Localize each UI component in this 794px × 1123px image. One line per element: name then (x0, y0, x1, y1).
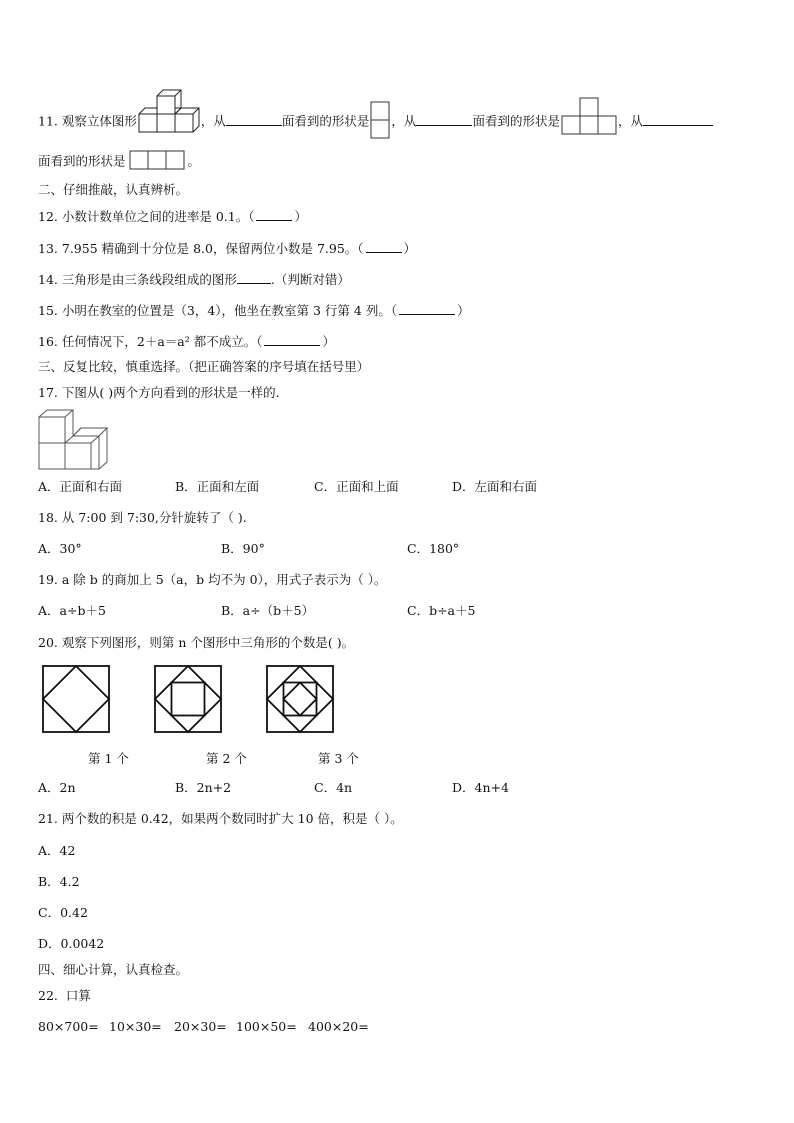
q22: 22. 口算 (38, 988, 91, 1003)
q17: 17. 下图从( )两个方向看到的形状是一样的. (38, 385, 280, 400)
q13: 13. 7.955 精确到十分位是 8.0，保留两位小数是 7.95。（ ） (38, 241, 417, 256)
q17-option-d[interactable]: D．左面和右面 (452, 479, 538, 494)
q11-view-1 (369, 101, 391, 139)
q15-answer-blank[interactable] (399, 302, 455, 315)
q21-option-d[interactable]: D．0.0042 (38, 936, 105, 951)
q17-option-b[interactable]: B．正面和左面 (175, 479, 260, 494)
q20-figure-1 (42, 665, 110, 733)
q22-item-5[interactable]: 400×20= (308, 1019, 369, 1034)
q12: 12. 小数计数单位之间的进率是 0.1。（ ） (38, 209, 307, 224)
q21-option-b[interactable]: B．4.2 (38, 874, 80, 889)
q21-option-a[interactable]: A．42 (38, 843, 76, 858)
q11-blank-3[interactable] (643, 113, 713, 126)
section-2-heading: 二、仔细推敲，认真辨析。 (38, 182, 189, 197)
q11-line1: 11. 观察立体图形 ，从 面看到的形状是 ，从 面看到的形状是 ，从 (38, 100, 713, 144)
q19: 19. a 除 b 的商加上 5（a，b 均不为 0），用式子表示为（ ）。 (38, 572, 387, 587)
q20-figure-2 (154, 665, 222, 733)
q20-option-b[interactable]: B．2n+2 (175, 780, 232, 795)
section-4-heading: 四、细心计算，认真检查。 (38, 962, 189, 977)
q17-option-c[interactable]: C．正面和上面 (314, 479, 399, 494)
q19-option-b[interactable]: B．a÷（b＋5） (221, 603, 315, 618)
q22-item-2[interactable]: 10×30= (109, 1019, 162, 1034)
q19-option-a[interactable]: A．a÷b＋5 (38, 603, 106, 618)
q18-option-a[interactable]: A．30° (38, 541, 82, 556)
q18-option-b[interactable]: B．90° (221, 541, 265, 556)
q19-option-c[interactable]: C．b÷a＋5 (407, 603, 476, 618)
q22-item-3[interactable]: 20×30= (174, 1019, 227, 1034)
q11-blank-1[interactable] (226, 113, 282, 126)
q20: 20. 观察下列图形，则第 n 个图形中三角形的个数是( )。 (38, 635, 355, 650)
q11-view-2 (560, 97, 618, 135)
q16-answer-blank[interactable] (264, 333, 320, 346)
q11-solid-figure (137, 90, 201, 134)
q22-item-1[interactable]: 80×700= (38, 1019, 99, 1034)
q22-item-4[interactable]: 100×50= (236, 1019, 297, 1034)
q20-caption-3: 第 3 个 (318, 751, 359, 766)
q11-blank-2[interactable] (416, 113, 472, 126)
q20-option-d[interactable]: D．4n+4 (452, 780, 509, 795)
q11-view-3 (126, 150, 188, 172)
q11-text: 观察立体图形 (61, 113, 137, 129)
q17-solid-figure (38, 409, 110, 471)
q20-option-c[interactable]: C．4n (314, 780, 353, 795)
q21: 21. 两个数的积是 0.42，如果两个数同时扩大 10 倍，积是（ ）。 (38, 811, 403, 826)
q11-line2: 面看到的形状是 。 (38, 151, 200, 173)
q21-option-c[interactable]: C．0.42 (38, 905, 88, 920)
q13-answer-blank[interactable] (366, 240, 402, 253)
q18: 18. 从 7:00 到 7:30,分针旋转了（ ). (38, 510, 247, 525)
q16: 16. 任何情况下，2＋a＝a² 都不成立。（ ） (38, 334, 335, 349)
q17-option-a[interactable]: A．正面和右面 (38, 479, 123, 494)
q14-answer-blank[interactable] (237, 271, 271, 284)
q20-figure-3 (266, 665, 334, 733)
q20-caption-2: 第 2 个 (206, 751, 247, 766)
q20-caption-1: 第 1 个 (88, 751, 129, 766)
q18-option-c[interactable]: C．180° (407, 541, 460, 556)
q14: 14. 三角形是由三条线段组成的图形 .（判断对错） (38, 272, 350, 287)
q11-number: 11. (38, 113, 58, 129)
section-3-heading: 三、反复比较，慎重选择。（把正确答案的序号填在括号里） (38, 359, 370, 374)
q20-option-a[interactable]: A．2n (38, 780, 76, 795)
q15: 15. 小明在教室的位置是（3，4），他坐在教室第 3 行第 4 列。（ ） (38, 303, 470, 318)
q12-answer-blank[interactable] (256, 208, 292, 221)
